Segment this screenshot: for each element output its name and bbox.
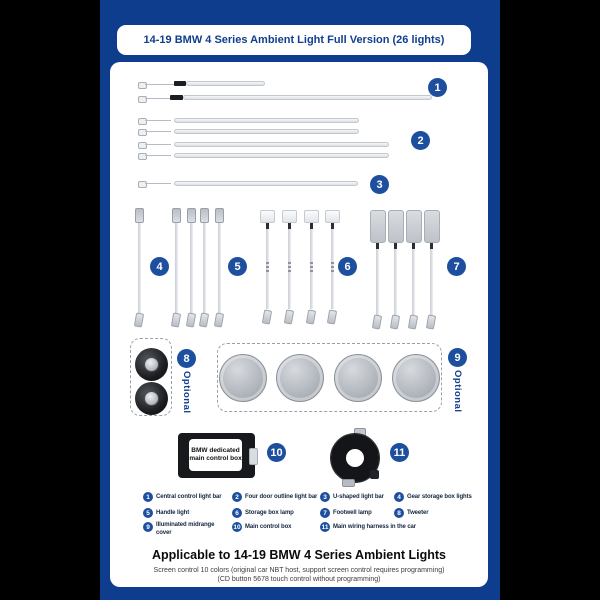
cable	[203, 223, 206, 313]
legend-label: Illuminated midrange cover	[156, 522, 215, 536]
connector-bottom	[186, 312, 196, 327]
item-badge-3: 3	[370, 175, 389, 194]
connector-top	[215, 208, 224, 223]
harness-connector	[370, 470, 379, 479]
legend-item-2	[232, 492, 317, 502]
lamp-head	[406, 210, 422, 243]
item-badge-10: 10	[267, 443, 286, 462]
legend-item-10	[232, 522, 291, 532]
legend-item-1	[143, 492, 222, 502]
cable	[394, 249, 397, 315]
control-box-connector	[249, 448, 258, 465]
legend-item-3	[320, 492, 384, 502]
cable-marks	[310, 262, 313, 272]
cable	[376, 249, 379, 315]
wire	[145, 84, 174, 85]
legend-badge: 4	[394, 492, 404, 502]
harness-coil	[328, 428, 382, 487]
midrange-cover	[219, 354, 267, 402]
tweeter-speaker	[135, 348, 168, 381]
wire	[145, 98, 170, 99]
wire	[145, 183, 171, 184]
connector-top	[200, 208, 209, 223]
wire	[145, 155, 171, 156]
legend-label: Tweeter	[407, 510, 429, 516]
lamp-head	[282, 210, 297, 223]
light-bar	[174, 118, 359, 123]
legend-item-8	[394, 508, 429, 518]
legend-item-4	[394, 492, 472, 502]
item-badge-2: 2	[411, 131, 430, 150]
legend-item-11	[320, 522, 416, 532]
legend-label: Central control light bar	[156, 494, 222, 500]
connector-bottom	[171, 312, 181, 327]
cable	[218, 223, 221, 313]
wire	[145, 120, 171, 121]
wire-sleeve	[174, 81, 186, 86]
control-box-body	[178, 433, 255, 478]
item-badge-11: 11	[390, 443, 409, 462]
midrange-cover	[276, 354, 324, 402]
page-title: 14-19 BMW 4 Series Ambient Light Full Version (26 lights)	[143, 34, 445, 46]
legend-badge: 3	[320, 492, 330, 502]
cable	[138, 223, 141, 313]
legend-badge: 10	[233, 523, 241, 531]
footer-note-1: Screen control 10 colors (original car NBT host, support screen control requires programming)	[153, 567, 445, 574]
connector-top	[187, 208, 196, 223]
connector-bottom	[214, 312, 224, 327]
lamp-head	[260, 210, 275, 223]
legend-item-6	[232, 508, 294, 518]
item-badge-9: 9	[448, 348, 467, 367]
connector-bottom	[327, 309, 337, 324]
wire	[145, 144, 171, 145]
connector-bottom	[284, 309, 294, 324]
light-bar	[174, 142, 389, 147]
cable-marks	[331, 262, 334, 272]
legend-badge: 8	[394, 508, 404, 518]
item-badge-6: 6	[338, 257, 357, 276]
legend-item-5	[143, 508, 189, 518]
cable	[190, 223, 193, 313]
cable	[412, 249, 415, 315]
connector-bottom	[134, 312, 144, 327]
optional-label: Optional	[452, 370, 463, 413]
item-badge-8: 8	[177, 349, 196, 368]
wire-sleeve	[170, 95, 183, 100]
legend-label: Main control box	[245, 524, 292, 530]
light-bar	[186, 81, 265, 86]
connector-bottom	[262, 309, 272, 324]
legend-badge: 9	[143, 522, 153, 532]
connector-top	[172, 208, 181, 223]
legend-label: Gear storage box lights	[407, 494, 472, 500]
legend-label: Main wiring harness in the car	[333, 524, 417, 530]
connector-bottom	[426, 314, 436, 329]
legend-label: Handle light	[156, 510, 190, 516]
cable	[430, 249, 433, 315]
light-bar	[183, 95, 432, 100]
item-badge-1: 1	[428, 78, 447, 97]
legend-item-9	[143, 522, 220, 538]
control-box-label: BMW dedicated main control box	[189, 439, 242, 471]
footer-note-2: (CD button 5678 touch control without programming)	[217, 576, 381, 583]
applicability-heading: Applicable to 14-19 BMW 4 Series Ambient Lights	[151, 548, 447, 562]
connector-bottom	[408, 314, 418, 329]
legend-label: U-shaped light bar	[333, 494, 384, 500]
content-card	[110, 62, 488, 587]
legend-label: Footwell lamp	[333, 510, 372, 516]
lamp-head	[304, 210, 319, 223]
blue-panel	[100, 0, 500, 600]
connector-bottom	[199, 312, 209, 327]
midrange-cover	[392, 354, 440, 402]
legend-item-7	[320, 508, 372, 518]
connector-bottom	[390, 314, 400, 329]
light-bar	[174, 153, 389, 158]
midrange-cover	[334, 354, 382, 402]
tweeter-speaker	[135, 382, 168, 415]
light-bar	[174, 181, 358, 186]
lamp-head	[370, 210, 386, 243]
item-badge-5: 5	[228, 257, 247, 276]
wire	[145, 131, 171, 132]
harness-connector	[342, 479, 355, 487]
optional-label: Optional	[181, 371, 192, 414]
connector-bottom	[306, 309, 316, 324]
cable	[175, 223, 178, 313]
title-banner	[117, 25, 471, 55]
legend-badge: 1	[143, 492, 153, 502]
lamp-head	[424, 210, 440, 243]
item-badge-7: 7	[447, 257, 466, 276]
legend-badge: 11	[321, 523, 329, 531]
connector-bottom	[372, 314, 382, 329]
legend-label: Storage box lamp	[245, 510, 294, 516]
legend-badge: 6	[232, 508, 242, 518]
lamp-head	[388, 210, 404, 243]
legend-label: Four door outline light bar	[245, 494, 318, 500]
connector-top	[135, 208, 144, 223]
item-badge-4: 4	[150, 257, 169, 276]
legend-badge: 7	[320, 508, 330, 518]
lamp-head	[325, 210, 340, 223]
cable-marks	[288, 262, 291, 272]
legend-badge: 5	[143, 508, 153, 518]
cable-marks	[266, 262, 269, 272]
legend-badge: 2	[232, 492, 242, 502]
light-bar	[174, 129, 359, 134]
